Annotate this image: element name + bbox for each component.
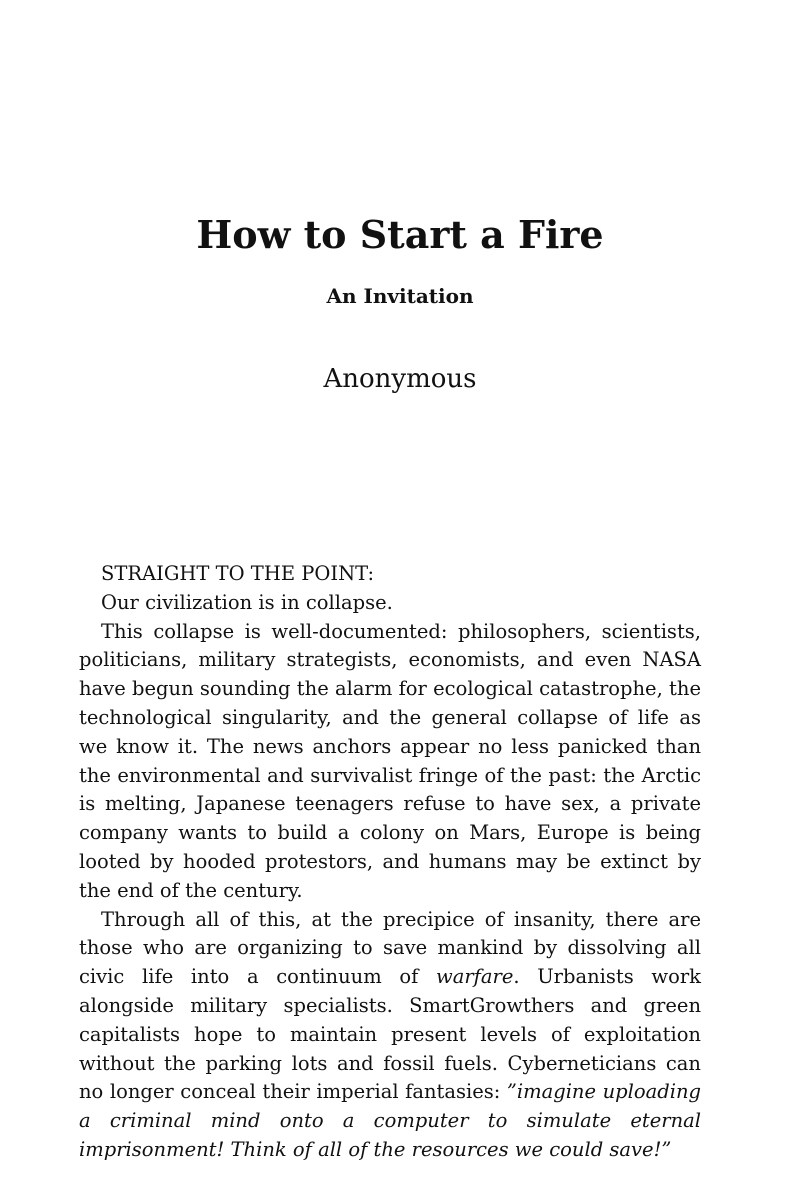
paragraph-warfare — [79, 906, 701, 1165]
document-title: How to Start a Fire — [196, 212, 604, 257]
paragraph-warfare-text-1: Through all of this, at the precipice of insanity, there are those who are organizing to save mankind by dissolving all civic life into a continuum of — [79, 907, 701, 989]
paragraph-documentation: This collapse is well-documented: philosophers, scientists, politicians, military strategists, economists, and even NASA have begun sounding the alarm for ecological catastrophe, the technological singularity, and the general collapse of life as we know it. The news anchors appear no less panicked than the environmental and survivalist fringe of the past: the Arctic is melting, Japanese teenagers refuse to have sex, a private company wants to build a colony on Mars, Europe is being looted by hooded protestors, and humans may be extinct by the end of the century. — [79, 619, 701, 902]
paragraph-warfare-italic: warfare — [436, 965, 514, 989]
paragraph-warfare-text-2: . Urbanists work alongside military specialists. SmartGrowthers and green capitalists hope to maintain present levels of exploitation without the parking lots and fossil fuels. Cyberneticians can no longer conceal their imperial fantasies: — [79, 965, 701, 1104]
document-author: Anonymous — [323, 364, 477, 394]
document-subtitle: An Invitation — [326, 284, 474, 308]
paragraph-intro: STRAIGHT TO THE POINT: — [101, 562, 375, 585]
paragraph-collapse: Our civilization is in collapse. — [101, 590, 393, 614]
document-body — [79, 560, 701, 1165]
paragraph-warfare-quote: ”imagine uploading a criminal mind onto a computer to simulate eternal imprisonment! Think of all of the resources we could save!” — [79, 1080, 701, 1161]
